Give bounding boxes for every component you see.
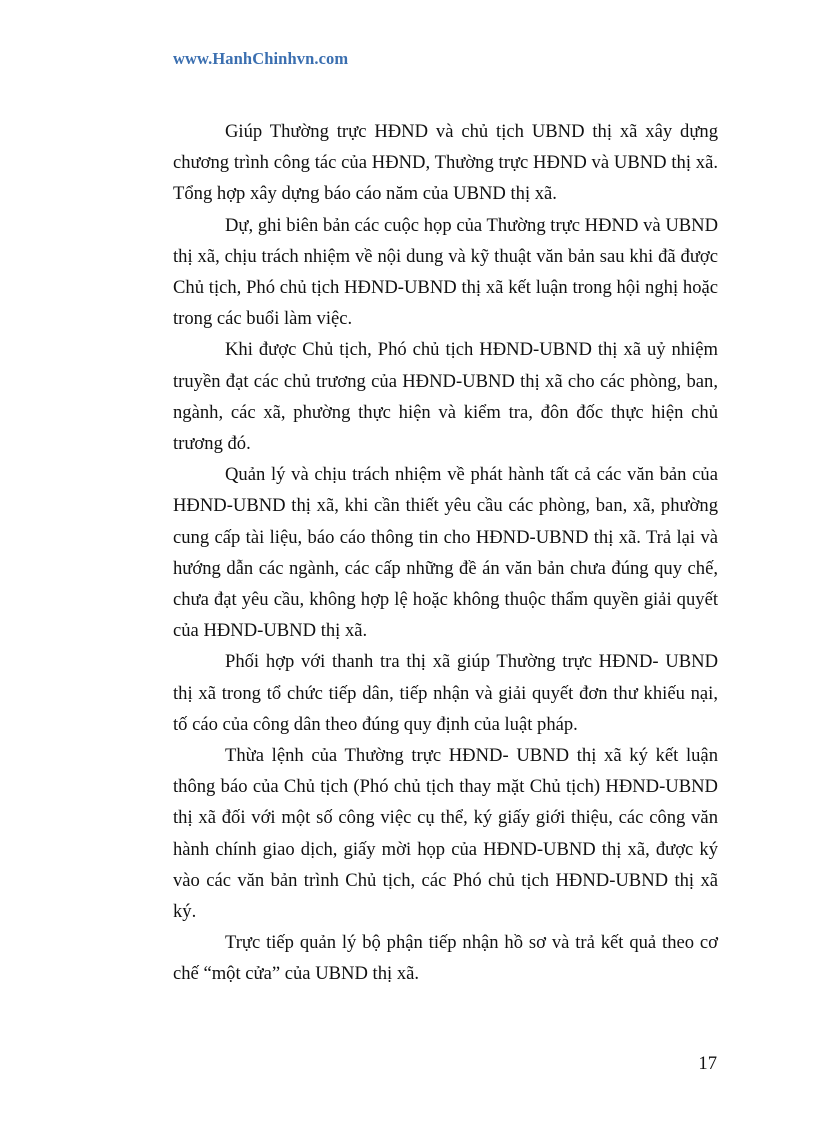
- paragraph-4: Quản lý và chịu trách nhiệm về phát hành tất cả các văn bản của HĐND-UBND thị xã, khi cần thiết yêu cầu các phòng, ban, xã, phường cung cấp tài liệu, báo cáo thông tin cho HĐND-UBND thị xã. Trả lại và hướng dẫn các ngành, các cấp những đề án văn bản chưa đúng quy chế, chưa đạt yêu cầu, không hợp lệ hoặc không thuộc thẩm quyền giải quyết của HĐND-UBND thị xã.: [173, 464, 718, 642]
- document-body: [173, 116, 718, 990]
- paragraph-3: Khi được Chủ tịch, Phó chủ tịch HĐND-UBND thị xã uỷ nhiệm truyền đạt các chủ trương của HĐND-UBND thị xã cho các phòng, ban, ngành, các xã, phường thực hiện và kiểm tra, đôn đốc thực hiện chủ trương đó.: [173, 339, 718, 455]
- paragraph-7: Trực tiếp quản lý bộ phận tiếp nhận hồ sơ và trả kết quả theo cơ chế “một cửa” của UBND thị xã.: [173, 932, 718, 985]
- paragraph-1: Giúp Thường trực HĐND và chủ tịch UBND thị xã xây dựng chương trình công tác của HĐND, Thường trực HĐND và UBND thị xã. Tổng hợp xây dựng báo cáo năm của UBND thị xã.: [173, 121, 718, 205]
- paragraph-6: Thừa lệnh của Thường trực HĐND- UBND thị xã ký kết luận thông báo của Chủ tịch (Phó chủ tịch thay mặt Chủ tịch) HĐND-UBND thị xã đối với một số công việc cụ thể, ký giấy giới thiệu, các công văn hành chính giao dịch, giấy mời họp của HĐND-UBND thị xã, được ký vào các văn bản trình Chủ tịch, các Phó chủ tịch HĐND-UBND thị xã ký.: [173, 745, 718, 923]
- page-number: 17: [698, 1053, 717, 1074]
- website-header-link[interactable]: www.HanhChinhvn.com: [173, 49, 349, 68]
- paragraph-5: Phối hợp với thanh tra thị xã giúp Thường trực HĐND- UBND thị xã trong tổ chức tiếp dân, tiếp nhận và giải quyết đơn thư khiếu nại, tố cáo của công dân theo đúng quy định của luật pháp.: [173, 651, 718, 735]
- paragraph-2: Dự, ghi biên bản các cuộc họp của Thường trực HĐND và UBND thị xã, chịu trách nhiệm về nội dung và kỹ thuật văn bản sau khi đã được Chủ tịch, Phó chủ tịch HĐND-UBND thị xã kết luận trong hội nghị hoặc trong các buổi làm việc.: [173, 214, 718, 330]
